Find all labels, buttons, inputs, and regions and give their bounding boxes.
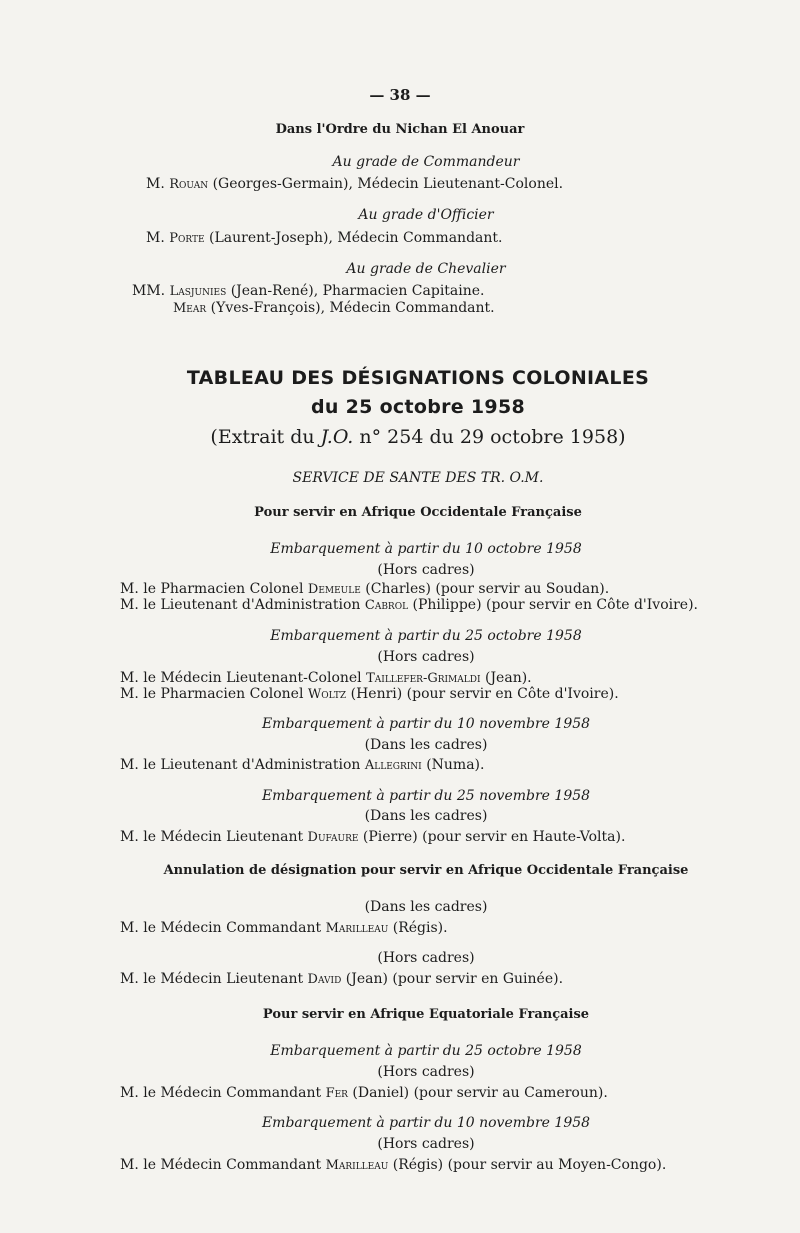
entry-details: (Charles) (pour servir au Soudan). bbox=[360, 581, 610, 597]
entry-surname: David bbox=[307, 972, 342, 987]
designation-entry bbox=[120, 686, 619, 702]
entry-surname: Marilleau bbox=[325, 921, 389, 936]
cadre-label: (Hors cadres) bbox=[377, 649, 475, 665]
entry-details: (Jean) (pour servir en Guinée). bbox=[341, 971, 564, 987]
designation-entry bbox=[120, 829, 625, 845]
entry-surname: Taillefer-Grimaldi bbox=[366, 671, 481, 686]
entry-prefix: M. le Médecin Lieutenant-Colonel bbox=[120, 670, 367, 686]
section-heading-annulation: Annulation de désignation pour servir en Afrique Occidentale Française bbox=[163, 863, 689, 878]
entry-prefix: M. le Médecin Lieutenant bbox=[120, 829, 308, 845]
service-heading: SERVICE DE SANTE DES TR. O.M. bbox=[292, 470, 544, 486]
embarquement-label: Embarquement à partir du 10 novembre 1958 bbox=[261, 1115, 591, 1131]
entry-surname: Demeule bbox=[307, 582, 361, 597]
entry-surname: Cabrol bbox=[364, 598, 409, 613]
entry-details: (Laurent-Joseph), Médecin Commandant. bbox=[209, 230, 503, 246]
nomination-entry bbox=[173, 300, 495, 316]
entry-surname: Dufaure bbox=[307, 830, 359, 845]
designation-entry bbox=[120, 1085, 608, 1101]
nomination-entry bbox=[146, 176, 563, 192]
section-heading-aef: Pour servir en Afrique Equatoriale Française bbox=[262, 1007, 590, 1022]
cadre-label: (Dans les cadres) bbox=[364, 737, 488, 753]
nomination-entry bbox=[132, 283, 485, 299]
embarquement-label: Embarquement à partir du 10 octobre 1958 bbox=[270, 541, 582, 557]
entry-prefix: M. le Lieutenant d'Administration bbox=[120, 757, 365, 773]
embarquement-label: Embarquement à partir du 25 octobre 1958 bbox=[270, 628, 582, 644]
embarquement-label: Embarquement à partir du 25 octobre 1958 bbox=[270, 1043, 582, 1059]
entry-prefix: M. le Pharmacien Colonel bbox=[120, 686, 308, 702]
embarquement-label: Embarquement à partir du 25 novembre 1958 bbox=[261, 788, 591, 804]
entry-details: (Georges-Germain), Médecin Lieutenant-Colonel. bbox=[212, 176, 564, 192]
entry-prefix: M. le Pharmacien Colonel bbox=[120, 581, 308, 597]
entry-prefix: M. le Médecin Commandant bbox=[120, 920, 326, 936]
designation-entry bbox=[120, 971, 563, 987]
cadre-label: (Hors cadres) bbox=[377, 1064, 475, 1080]
extrait-suffix: n° 254 du 29 octobre 1958) bbox=[353, 426, 626, 448]
entry-details: (Yves-François), Médecin Commandant. bbox=[210, 300, 495, 316]
entry-surname: Marilleau bbox=[325, 1158, 389, 1173]
entry-prefix: MM. bbox=[132, 283, 166, 299]
entry-prefix: M. le Médecin Commandant bbox=[120, 1157, 326, 1173]
entry-surname: Lasjunies bbox=[169, 284, 227, 299]
cadre-label: (Hors cadres) bbox=[377, 1136, 475, 1152]
entry-surname: Allegrini bbox=[364, 758, 422, 773]
entry-details: (Daniel) (pour servir au Cameroun). bbox=[347, 1085, 608, 1101]
designation-entry bbox=[120, 920, 448, 936]
entry-prefix: M. le Médecin Commandant bbox=[120, 1085, 326, 1101]
cadre-label: (Dans les cadres) bbox=[364, 899, 488, 915]
entry-surname: Mear bbox=[173, 301, 207, 316]
entry-details: (Régis) (pour servir au Moyen-Congo). bbox=[388, 1157, 667, 1173]
entry-details: (Jean-René), Pharmacien Capitaine. bbox=[230, 283, 485, 299]
entry-details: (Numa). bbox=[421, 757, 485, 773]
tableau-date: du 25 octobre 1958 bbox=[310, 396, 525, 418]
section-heading-aof: Pour servir en Afrique Occidentale Française bbox=[254, 505, 582, 520]
tableau-title: TABLEAU DES DÉSIGNATIONS COLONIALES bbox=[186, 367, 650, 389]
entry-surname: Porte bbox=[169, 231, 205, 246]
cadre-label: (Hors cadres) bbox=[377, 950, 475, 966]
nichan-heading: Dans l'Ordre du Nichan El Anouar bbox=[275, 122, 525, 137]
embarquement-label: Embarquement à partir du 10 novembre 1958 bbox=[261, 716, 591, 732]
entry-surname: Fer bbox=[325, 1086, 348, 1101]
extrait-line bbox=[18, 426, 800, 448]
entry-surname: Woltz bbox=[307, 687, 347, 702]
extrait-prefix: (Extrait du bbox=[210, 426, 321, 448]
grade-label: Au grade de Commandeur bbox=[332, 154, 520, 170]
grade-label: Au grade de Chevalier bbox=[346, 261, 506, 277]
cadre-label: (Hors cadres) bbox=[377, 562, 475, 578]
entry-prefix: M. bbox=[146, 176, 165, 192]
entry-surname: Rouan bbox=[169, 177, 209, 192]
entry-details: (Jean). bbox=[480, 670, 532, 686]
entry-details: (Henri) (pour servir en Côte d'Ivoire). bbox=[346, 686, 619, 702]
designation-entry bbox=[120, 581, 609, 597]
designation-entry bbox=[120, 670, 532, 686]
designation-entry bbox=[120, 597, 698, 613]
entry-details: (Régis). bbox=[388, 920, 448, 936]
entry-prefix: M. bbox=[146, 230, 165, 246]
designation-entry bbox=[120, 757, 484, 773]
cadre-label: (Dans les cadres) bbox=[364, 808, 488, 824]
nomination-entry bbox=[146, 230, 502, 246]
entry-details: (Philippe) (pour servir en Côte d'Ivoire). bbox=[408, 597, 698, 613]
designation-entry bbox=[120, 1157, 666, 1173]
grade-label: Au grade d'Officier bbox=[358, 207, 494, 223]
entry-prefix: M. le Médecin Lieutenant bbox=[120, 971, 308, 987]
entry-details: (Pierre) (pour servir en Haute-Volta). bbox=[358, 829, 626, 845]
page-number: — 38 — bbox=[369, 86, 431, 104]
entry-prefix: M. le Lieutenant d'Administration bbox=[120, 597, 365, 613]
extrait-jo: J.O. bbox=[320, 426, 354, 448]
